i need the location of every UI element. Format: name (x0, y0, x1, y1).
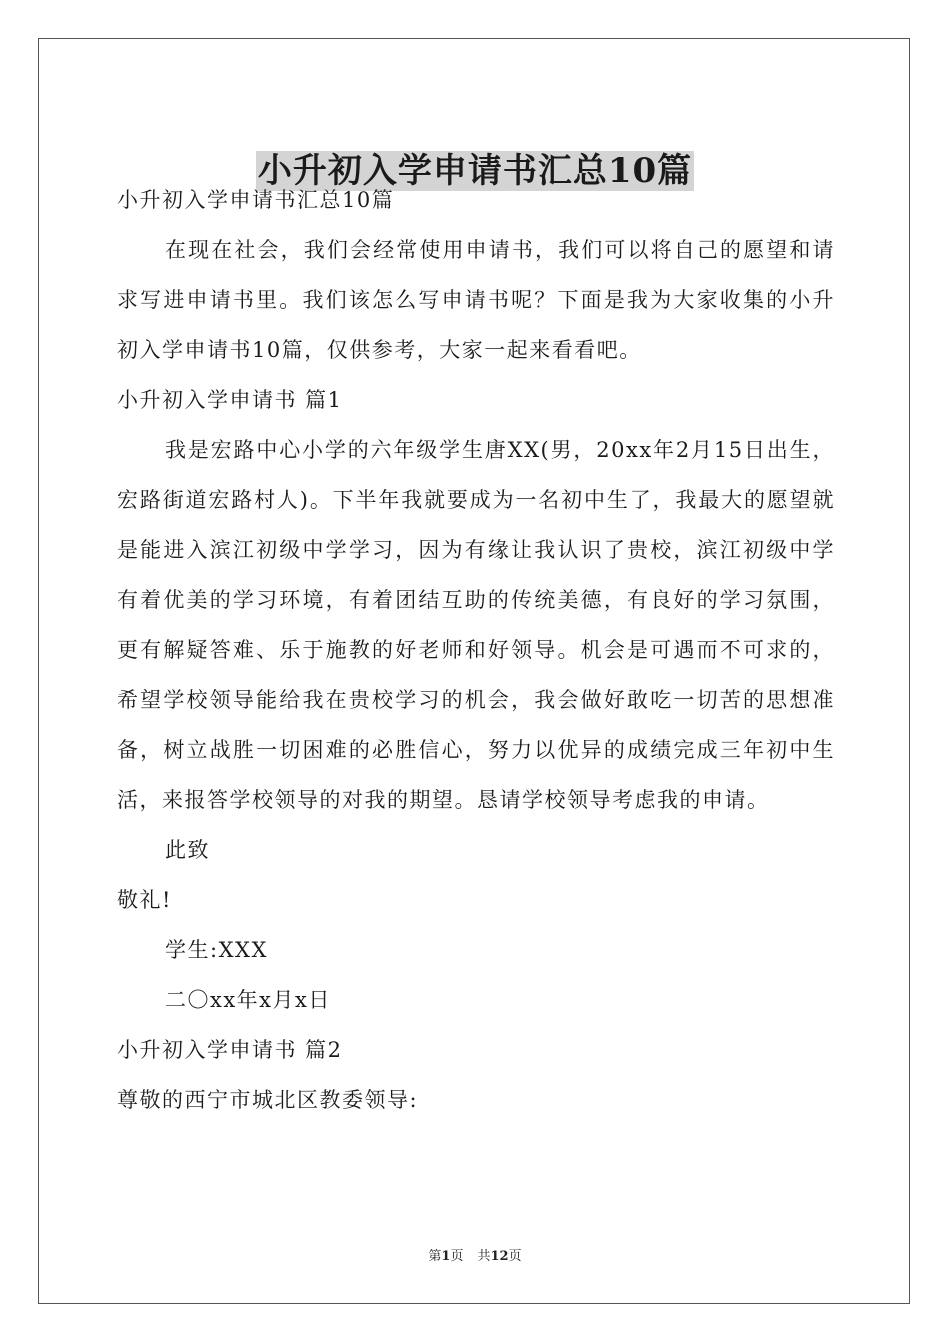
total-pages: 12 (490, 1249, 509, 1264)
document-body (117, 175, 835, 1125)
page-prefix: 第 (428, 1249, 442, 1264)
total-prefix: 共 (477, 1249, 491, 1264)
signature-line: 学生:XXX (165, 938, 268, 962)
closing-regards: 敬礼! (117, 888, 172, 912)
letter-body-paragraph: 我是宏路中心小学的六年级学生唐XX(男，20xx年2月15日出生，宏路街道宏路村人)。下半年我就要成为一名初中生了，我最大的愿望就是能进入滨江初级中学学习，因为有缘让我认识了贵校，滨江初级中学有着优美的学习环境，有着团结互助的传统美德，有良好的学习氛围，更有解疑答难、乐于施教的好老师和好领导。机会是可遇而不可求的，希望学校领导能给我在贵校学习的机会，我会做好敢吃一切苦的思想准备，树立战胜一切困难的必胜信心，努力以优异的成绩完成三年初中生活，来报答学校领导的对我的期望。恳请学校领导考虑我的申请。 (117, 438, 835, 812)
total-suffix: 页 (508, 1249, 522, 1264)
page-suffix: 页 (450, 1249, 464, 1264)
subtitle-line: 小升初入学申请书汇总10篇 (117, 188, 395, 212)
closing-salutation: 此致 (165, 838, 210, 862)
page-number: 1 (441, 1249, 451, 1264)
intro-paragraph: 在现在社会，我们会经常使用申请书，我们可以将自己的愿望和请求写进申请书里。我们该怎么写申请书呢？下面是我为大家收集的小升初入学申请书10篇，仅供参考，大家一起来看看吧。 (117, 238, 835, 362)
greeting-line: 尊敬的西宁市城北区教委领导: (117, 1088, 419, 1112)
page-footer (0, 1248, 950, 1266)
section-heading-2: 小升初入学申请书 篇2 (117, 1038, 343, 1062)
document-title-text: 小升初入学申请书汇总10篇 (257, 150, 693, 191)
section-heading-1: 小升初入学申请书 篇1 (117, 388, 343, 412)
date-line: 二〇xx年x月x日 (165, 988, 331, 1012)
